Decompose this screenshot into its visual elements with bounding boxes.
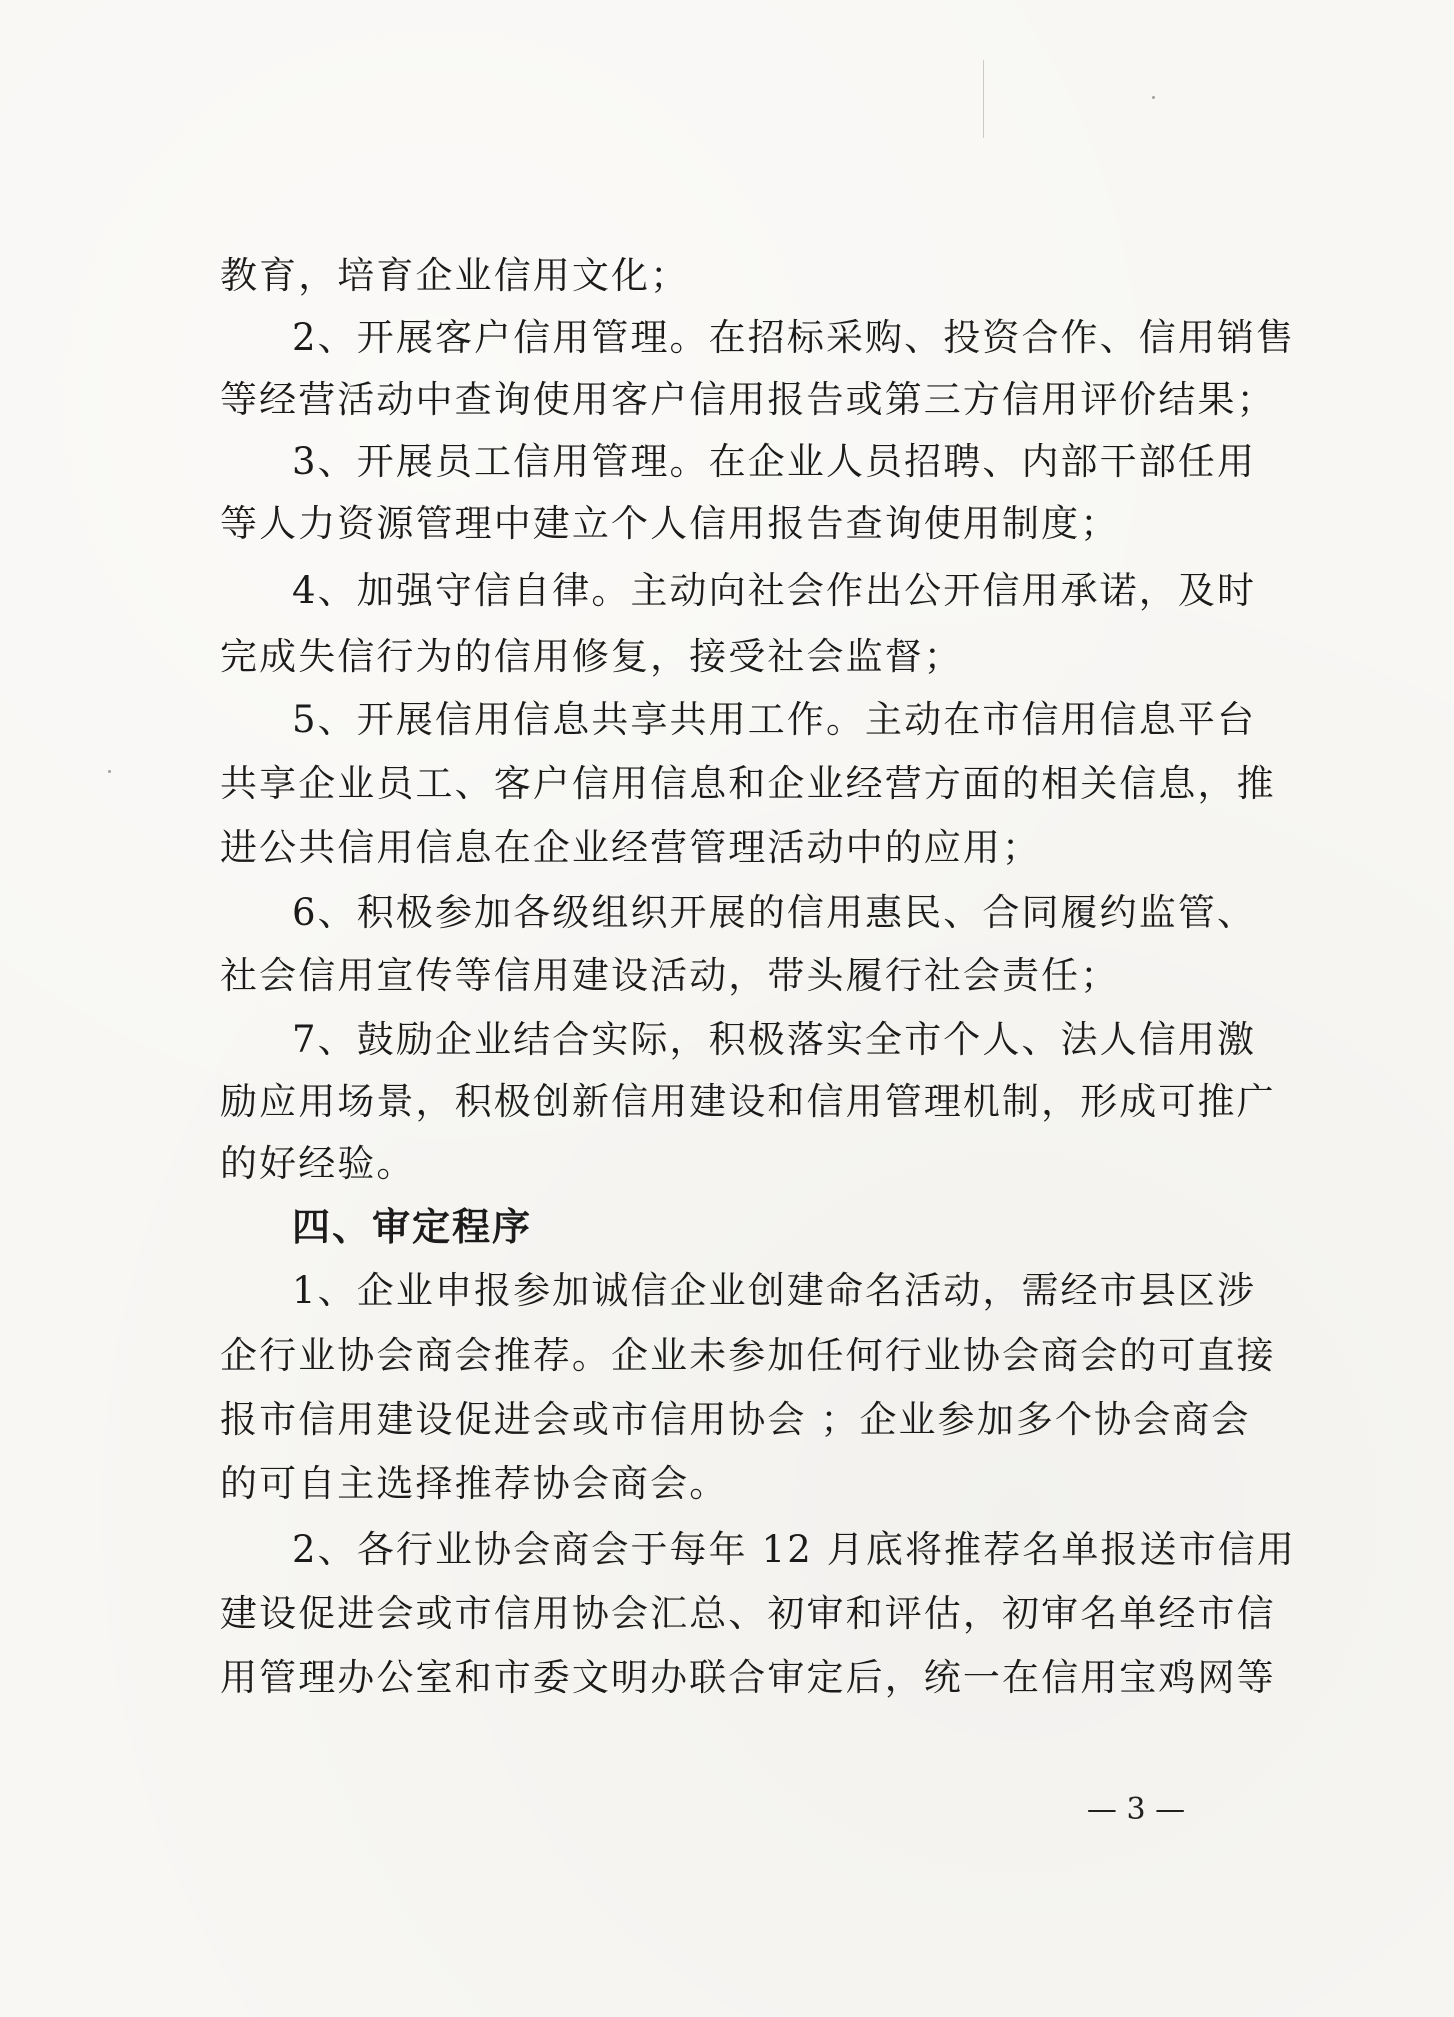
text-line-18: 企行业协会商会推荐。企业未参加任何行业协会商会的可直接 [220, 1334, 1276, 1377]
scan-speck [1152, 96, 1155, 99]
text-line-2: 2、开展客户信用管理。在招标采购、投资合作、信用销售 [292, 316, 1296, 359]
page-number: — 3 — [1086, 1792, 1186, 1827]
text-line-11: 6、积极参加各级组织开展的信用惠民、合同履约监管、 [292, 891, 1257, 934]
scan-speck [108, 770, 111, 773]
text-line-19: 报市信用建设促进会或市信用协会 ；企业参加多个协会商会 [220, 1398, 1251, 1441]
text-line-15: 的好经验。 [220, 1142, 416, 1185]
section-heading-review-procedure: 四、审定程序 [292, 1204, 533, 1249]
text-line-3: 等经营活动中查询使用客户信用报告或第三方信用评价结果； [220, 378, 1276, 421]
text-line-21: 2、各行业协会商会于每年 12 月底将推荐名单报送市信用 [292, 1528, 1296, 1571]
text-line-4: 3、开展员工信用管理。在企业人员招聘、内部干部任用 [292, 440, 1257, 483]
text-line-9: 共享企业员工、客户信用信息和企业经营方面的相关信息，推 [220, 762, 1276, 805]
text-line-13: 7、鼓励企业结合实际，积极落实全市个人、法人信用激 [292, 1018, 1257, 1061]
text-line-17: 1、企业申报参加诚信企业创建命名活动，需经市县区涉 [292, 1269, 1257, 1312]
fold-mark [983, 60, 984, 138]
text-line-7: 完成失信行为的信用修复，接受社会监督； [220, 635, 963, 678]
text-line-22: 建设促进会或市信用协会汇总、初审和评估，初审名单经市信 [220, 1592, 1276, 1635]
text-line-5: 等人力资源管理中建立个人信用报告查询使用制度； [220, 502, 1120, 545]
text-line-23: 用管理办公室和市委文明办联合审定后，统一在信用宝鸡网等 [220, 1656, 1276, 1699]
text-line-14: 励应用场景，积极创新信用建设和信用管理机制，形成可推广 [220, 1080, 1276, 1123]
text-line-6: 4、加强守信自律。主动向社会作出公开信用承诺，及时 [292, 569, 1257, 612]
scan-speck [1238, 1338, 1241, 1341]
text-line-12: 社会信用宣传等信用建设活动，带头履行社会责任； [220, 954, 1120, 997]
text-line-10: 进公共信用信息在企业经营管理活动中的应用； [220, 826, 1042, 869]
text-line-1: 教育，培育企业信用文化； [220, 254, 690, 297]
text-line-8: 5、开展信用信息共享共用工作。主动在市信用信息平台 [292, 698, 1257, 741]
text-line-20: 的可自主选择推荐协会商会。 [220, 1462, 729, 1505]
